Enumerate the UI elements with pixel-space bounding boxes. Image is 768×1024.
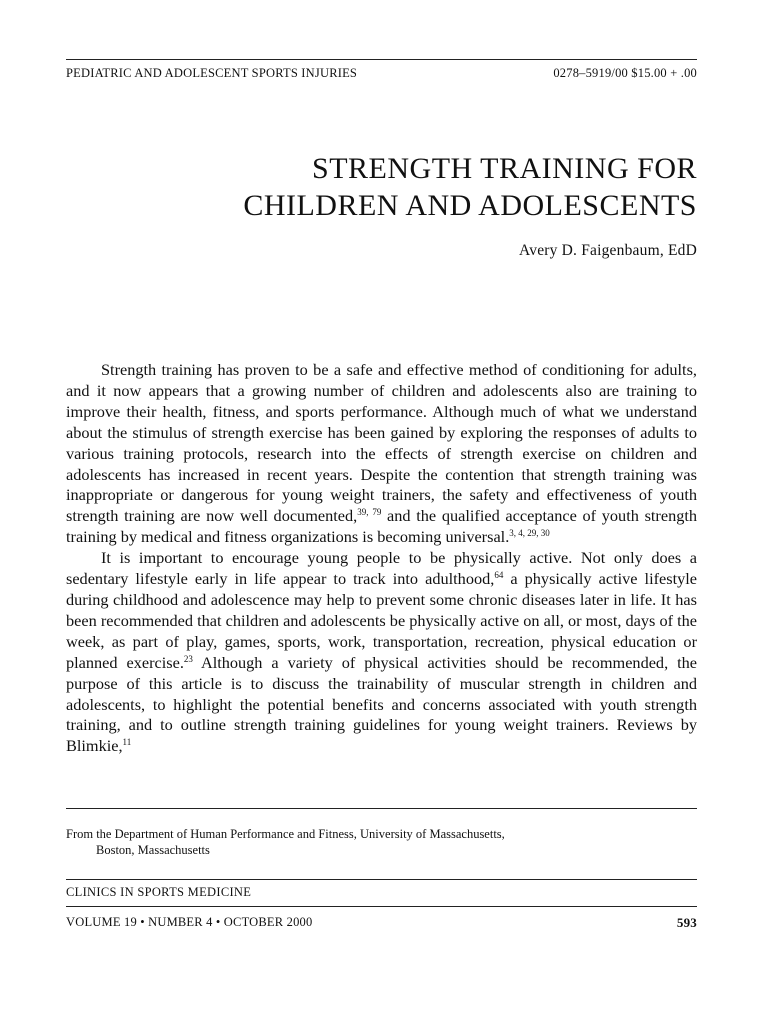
- p2-text-b: a physically active lifestyle during childhood and adolescence may help to prevent some chronic diseases later in life. It has been recommended that children and adolescents be physically active on all, or most, days of the week, as part of play, games, sports, work, transportation, recreation, physical education or planned exercise.: [66, 569, 697, 672]
- title-line-1: STRENGTH TRAINING FOR: [312, 152, 697, 185]
- title-line-2: CHILDREN AND ADOLESCENTS: [243, 189, 697, 222]
- journal-top-rule: [66, 879, 697, 880]
- paragraph-1: [66, 360, 697, 548]
- journal-name: CLINICS IN SPORTS MEDICINE: [66, 885, 252, 899]
- footnote-rule: [66, 808, 697, 809]
- citation-ref: 64: [494, 570, 504, 581]
- citation-ref: 3, 4, 29, 30: [509, 528, 550, 539]
- volume-line: [66, 915, 697, 931]
- article-title: [66, 150, 697, 224]
- p1-text-b: and the qualified acceptance of youth strength training by medical and fitness organizations is becoming universal.: [66, 506, 698, 547]
- page-number: 593: [676, 915, 697, 930]
- citation-ref: 11: [122, 737, 132, 748]
- affiliation-footnote: [66, 826, 697, 858]
- p1-text-a: Strength training has proven to be a safe and effective method of conditioning for adults, and it now appears that a growing number of children and adolescents also are training to improve their health, fitness, and sports performance. Although much of what we understand about the stimulus of strength exercise has been gained by exploring the responses of adults to various training protocols, research into the effects of strength exercise on children and adolescents has increased in recent years. Despite the contention that strength training was inappropriate or dangerous for young weight trainers, the safety and effectiveness of youth strength training are now well documented,: [66, 360, 697, 526]
- paragraph-2: [66, 548, 697, 757]
- p2-text-a: It is important to encourage young people to be physically active. Not only does a sedentary lifestyle early in life appear to track into adulthood,: [66, 548, 697, 589]
- p2-text-c: Although a variety of physical activities should be recommended, the purpose of this article is to discuss the trainability of muscular strength in children and adolescents, to highlight the potential benefits and concerns associated with youth strength training, and to outline strength training guidelines for young weight trainers. Reviews by Blimkie,: [66, 652, 697, 756]
- article-body: [66, 360, 697, 757]
- affiliation-line-2: Boston, Massachusetts: [96, 843, 210, 857]
- citation-ref: 39, 79: [357, 507, 382, 518]
- running-header: [66, 66, 697, 87]
- volume-issue-date: VOLUME 19 • NUMBER 4 • OCTOBER 2000: [66, 915, 313, 929]
- affiliation-line-1: From the Department of Human Performance and Fitness, University of Massachusetts,: [66, 827, 505, 841]
- header-top-rule: [66, 59, 697, 60]
- journal-bottom-rule: [66, 906, 697, 907]
- author-name: Avery D. Faigenbaum, EdD: [519, 242, 697, 259]
- citation-ref: 23: [183, 653, 193, 664]
- header-issn-price: 0278–5919/00 $15.00 + .00: [553, 66, 697, 80]
- header-series-title: PEDIATRIC AND ADOLESCENT SPORTS INJURIES: [66, 66, 358, 80]
